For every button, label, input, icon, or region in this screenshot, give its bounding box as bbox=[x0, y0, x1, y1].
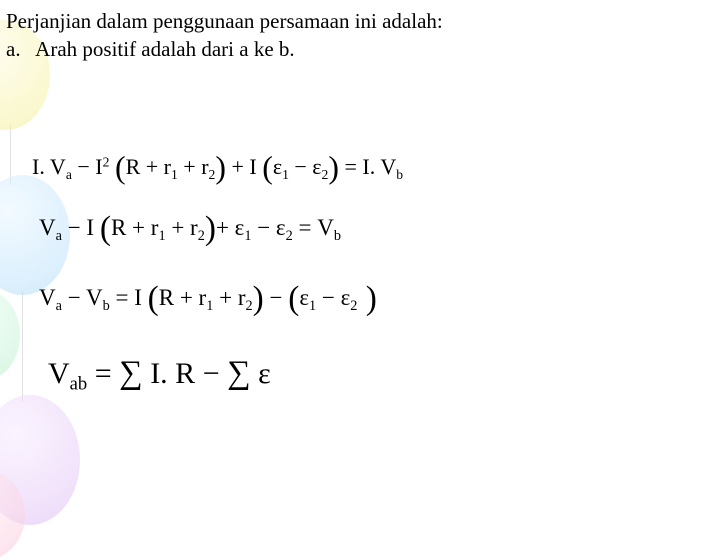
sigma-icon: ∑ bbox=[227, 355, 251, 391]
sigma-icon: ∑ bbox=[119, 355, 143, 391]
intro-line-2: a. Arah positif adalah dari a ke b. bbox=[6, 37, 295, 61]
intro-line-1: Perjanjian dalam penggunaan persamaan ini adalah: bbox=[6, 9, 443, 33]
equation-4: $V_{ab}$ = ∑ I. R − ∑ ε bbox=[48, 355, 271, 395]
equation-1: I. $V_a - I^2$ $(R + r_1 + r_2) + I$ $(\varepsilon_1 - \varepsilon_2) = I$. $V_b$ bbox=[32, 150, 404, 185]
equation-2: $V_a - I$ $(R + r_1 + r_2)+ \varepsilon_1 - \varepsilon_2 = V_b$ bbox=[39, 210, 341, 247]
equation-3: $V_a - V_b = I$ $(R + r_1 + r_2) - (\varepsilon_1 - \varepsilon_2$ ) bbox=[39, 280, 377, 317]
balloon-green-decoration bbox=[0, 290, 20, 380]
balloon-string bbox=[22, 292, 23, 402]
